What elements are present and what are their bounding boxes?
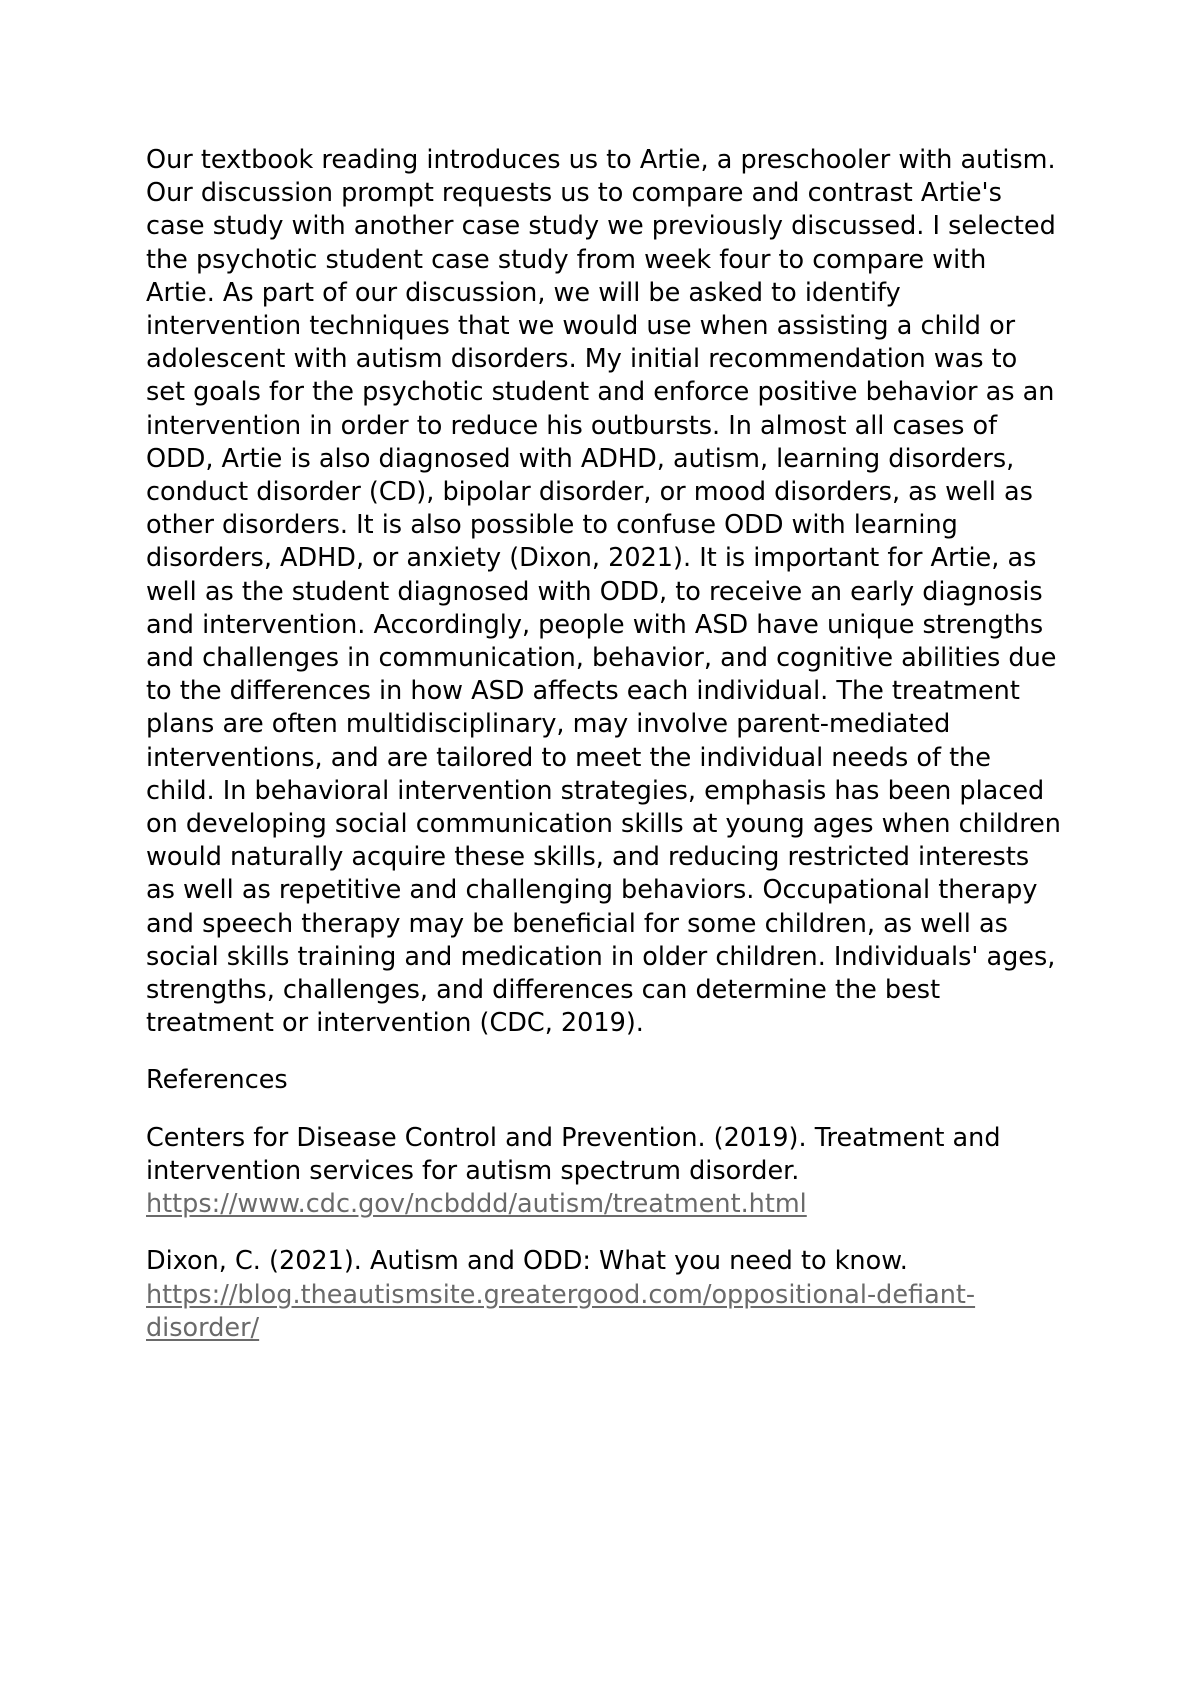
reference-link-cdc[interactable]: https://www.cdc.gov/ncbddd/autism/treatment.html	[146, 1189, 807, 1220]
reference-citation-cdc: Centers for Disease Control and Prevention. (2019). Treatment and intervention services for autism spectrum disorder.	[146, 1122, 1001, 1186]
reference-entry-dixon	[146, 1245, 1061, 1345]
document-content	[146, 144, 1061, 1369]
reference-citation-dixon: Dixon, C. (2021). Autism and ODD: What you need to know.	[146, 1246, 908, 1277]
body-paragraph: Our textbook reading introduces us to Artie, a preschooler with autism. Our discussion prompt requests us to compare and contrast Artie's case study with another case study we previously discussed. I selected the psychotic student case study from week four to compare with Artie. As part of our discussion, we will be asked to identify intervention techniques that we would use when assisting a child or adolescent with autism disorders. My initial recommendation was to set goals for the psychotic student and enforce positive behavior as an intervention in order to reduce his outbursts. In almost all cases of ODD, Artie is also diagnosed with ADHD, autism, learning disorders, conduct disorder (CD), bipolar disorder, or mood disorders, as well as other disorders. It is also possible to confuse ODD with learning disorders, ADHD, or anxiety (Dixon, 2021). It is important for Artie, as well as the student diagnosed with ODD, to receive an early diagnosis and intervention. Accordingly, people with ASD have unique strengths and challenges in communication, behavior, and cognitive abilities due to the differences in how ASD affects each individual. The treatment plans are often multidisciplinary, may involve parent-mediated interventions, and are tailored to meet the individual needs of the child. In behavioral intervention strategies, emphasis has been placed on developing social communication skills at young ages when children would naturally acquire these skills, and reducing restricted interests as well as repetitive and challenging behaviors. Occupational therapy and speech therapy may be beneficial for some children, as well as social skills training and medication in older children. Individuals' ages, strengths, challenges, and differences can determine the best treatment or intervention (CDC, 2019).	[146, 145, 1061, 1039]
references-heading: References	[146, 1065, 288, 1096]
reference-link-dixon[interactable]: https://blog.theautismsite.greatergood.com/oppositional-defiant-disorder/	[146, 1279, 976, 1343]
reference-entry-cdc	[146, 1122, 1061, 1222]
